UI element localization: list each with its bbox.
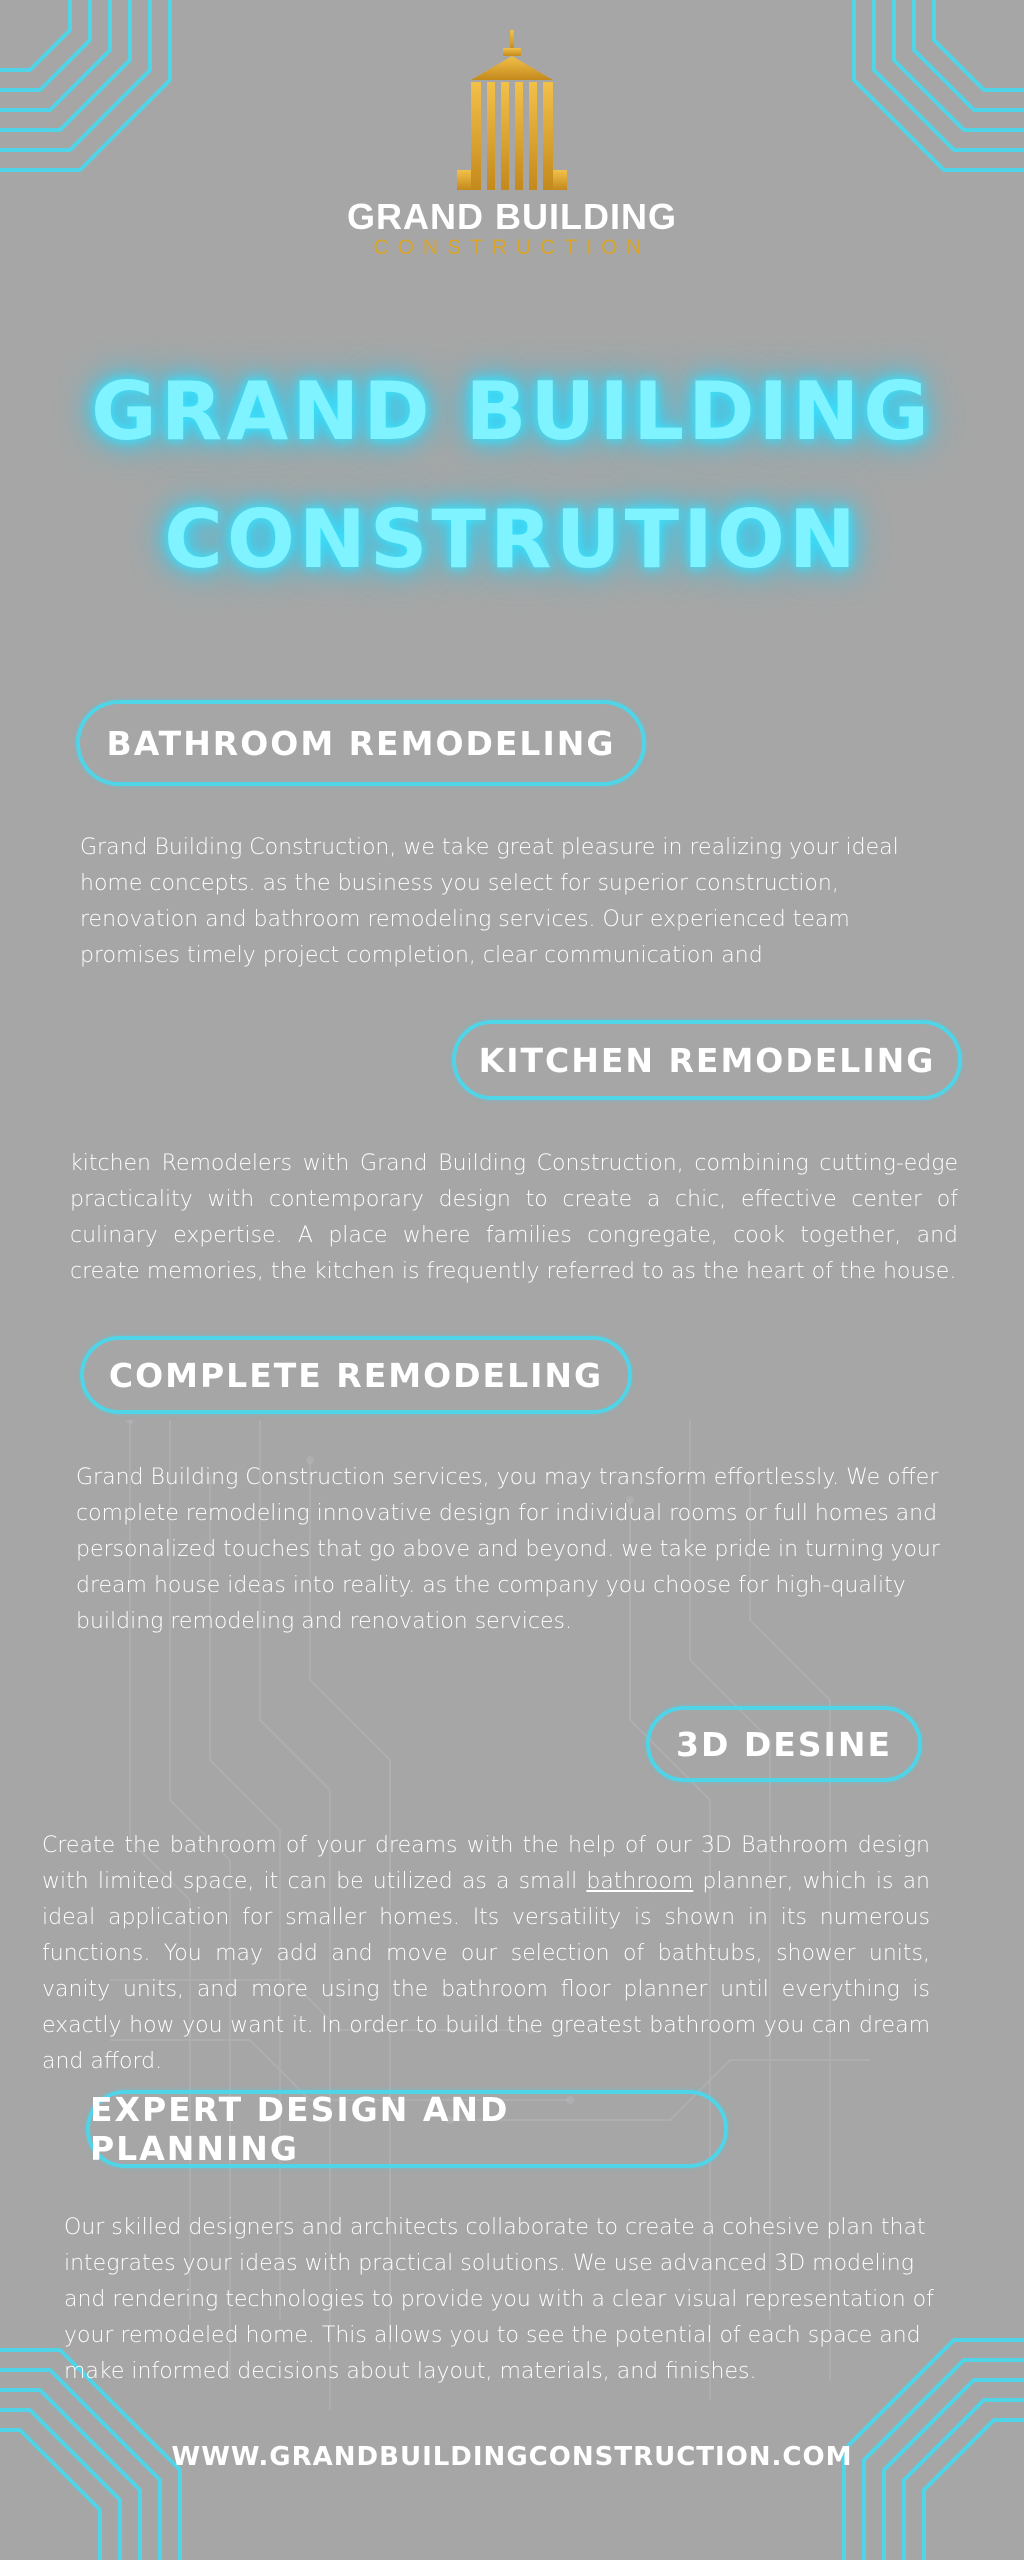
company-logo <box>0 30 1024 260</box>
expert-design-text: Our skilled designers and architects collaborate to create a cohesive plan that integrates your ideas with practical solutions. We use advanced 3D modeling and rendering technologies to provide you with a clear visual representation of your remodeled home. This allows you to see the potential of each space and make informed decisions about layout, materials, and finishes. <box>64 2215 934 2384</box>
page-title-line-1: GRAND BUILDING <box>91 365 933 458</box>
heading-expert-design-and-planning: EXPERT DESIGN AND PLANNING <box>86 2090 728 2168</box>
logo-name: GRAND BUILDING <box>347 196 677 237</box>
heading-bathroom-remodeling: BATHROOM REMODELING <box>76 700 646 786</box>
heading-kitchen-remodeling: KITCHEN REMODELING <box>452 1020 962 1100</box>
complete-remodeling-text: Grand Building Construction services, you may transform effortlessly. We offer complete remodeling innovative design for individual rooms or full homes and personalized touches that go above and beyond. we take pride in turning your dream house ideas into reality. as the company you choose for high-quality building remodeling and renovation services. <box>76 1465 940 1634</box>
3d-desine-text-start: Create the bathroom of your dreams with the help of our 3D Bathroom design with limited space, it can be utilized as a small <box>42 1833 930 1894</box>
heading-complete-remodeling: COMPLETE REMODELING <box>80 1336 632 1414</box>
bathroom-link[interactable]: bathroom <box>586 1869 694 1894</box>
logo-subtitle: CONSTRUCTION <box>373 236 651 259</box>
kitchen-remodeling-text: kitchen Remodelers with Grand Building Construction, combining cutting-edge practicality with contemporary design to create a chic, effective center of culinary expertise. A place where families congregate, cook together, and create memories, the kitchen is frequently referred to as the heart of the house. <box>70 1151 958 1284</box>
bathroom-remodeling-text: Grand Building Construction, we take great pleasure in realizing your ideal home concepts. as the business you select for superior construction, renovation and bathroom remodeling services. Our experienced team promises timely project completion, clear communication and <box>80 835 899 968</box>
3d-desine-text <box>42 1828 930 2080</box>
3d-desine-text-end: planner, which is an ideal application for smaller homes. Its versatility is shown in its numerous functions. You may add and move our selection of bathtubs, shower units, vanity units, and more using the bathroom floor planner until everything is exactly how you want it. In order to build the greatest bathroom you can dream and afford. <box>42 1869 930 2074</box>
heading-3d-desine: 3D DESINE <box>646 1706 922 1782</box>
website-url[interactable]: WWW.GRANDBUILDINGCONSTRUCTION.COM <box>171 2442 853 2472</box>
page-title <box>0 348 1024 604</box>
page-title-line-2: CONSTRUTION <box>164 493 860 586</box>
building-icon <box>457 30 567 190</box>
